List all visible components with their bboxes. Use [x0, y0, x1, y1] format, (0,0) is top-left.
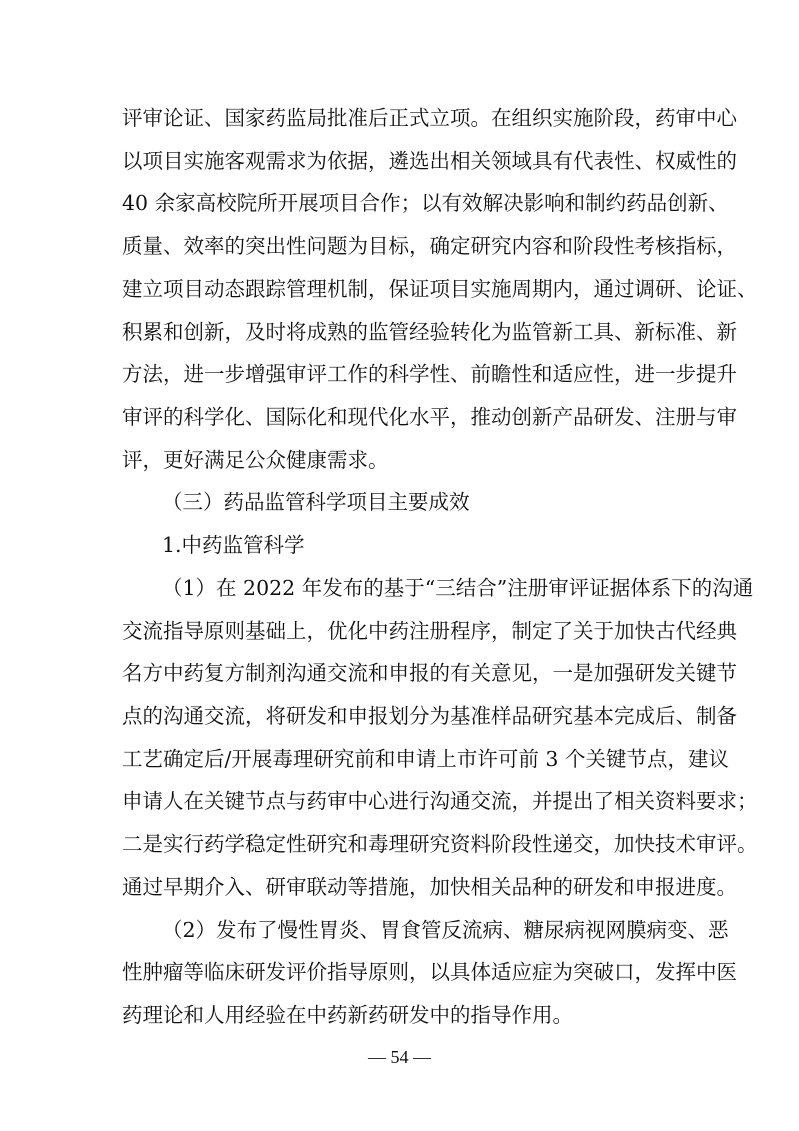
paragraph-line: 药理论和人用经验在中药新药研发中的指导作用。 [122, 1003, 573, 1027]
paragraph-line: 工艺确定后/开展毒理研究前和申请上市许可前 3 个关键节点，建议 [122, 746, 729, 771]
paragraph-line: 质量、效率的突出性问题为目标，确定研究内容和阶段性考核指标， [122, 234, 737, 259]
page-number: — 54 — [368, 1047, 431, 1067]
paragraph-line: （2）发布了慢性胃炎、胃食管反流病、糖尿病视网膜病变、恶 [162, 917, 729, 942]
paragraph-line: 方法，进一步增强审评工作的科学性、前瞻性和适应性，进一步提升 [122, 362, 737, 387]
paragraph-line: 审评的科学化、国际化和现代化水平，推动创新产品研发、注册与审 [122, 405, 737, 429]
paragraph-line: 以项目实施客观需求为依据，遴选出相关领域具有代表性、权威性的 [122, 148, 737, 173]
section-heading: （三）药品监管科学项目主要成效 [162, 490, 470, 515]
subsection-heading: 1.中药监管科学 [162, 533, 305, 558]
paragraph-line: 二是实行药学稳定性研究和毒理研究资料阶段性递交，加快技术审评。 [122, 832, 758, 857]
paragraph-line: 交流指导原则基础上，优化中药注册程序，制定了关于加快古代经典 [122, 618, 737, 643]
paragraph-line: 点的沟通交流，将研发和申报划分为基准样品研究基本完成后、制备 [122, 704, 737, 728]
paragraph-line: 通过早期介入、研审联动等措施，加快相关品种的研发和申报进度。 [122, 874, 737, 899]
paragraph-line: 性肿瘤等临床研发评价指导原则，以具体适应症为突破口，发挥中医 [122, 960, 737, 985]
paragraph-line: 评，更好满足公众健康需求。 [122, 447, 389, 472]
paragraph-line: （1）在 2022 年发布的基于“三结合”注册审评证据体系下的沟通 [162, 575, 754, 600]
paragraph-line: 评审论证、国家药监局批准后正式立项。在组织实施阶段，药审中心 [122, 106, 737, 130]
paragraph-line: 40 余家高校院所开展项目合作；以有效解决影响和制约药品创新、 [122, 191, 729, 216]
paragraph-line: 建立项目动态跟踪管理机制，保证项目实施周期内，通过调研、论证、 [122, 276, 758, 301]
paragraph-line: 积累和创新，及时将成熟的监管经验转化为监管新工具、新标准、新 [122, 319, 737, 344]
paragraph-line: 申请人在关键节点与药审中心进行沟通交流，并提出了相关资料要求； [122, 789, 758, 814]
paragraph-line: 名方中药复方制剂沟通交流和申报的有关意见，一是加强研发关键节 [122, 661, 737, 686]
